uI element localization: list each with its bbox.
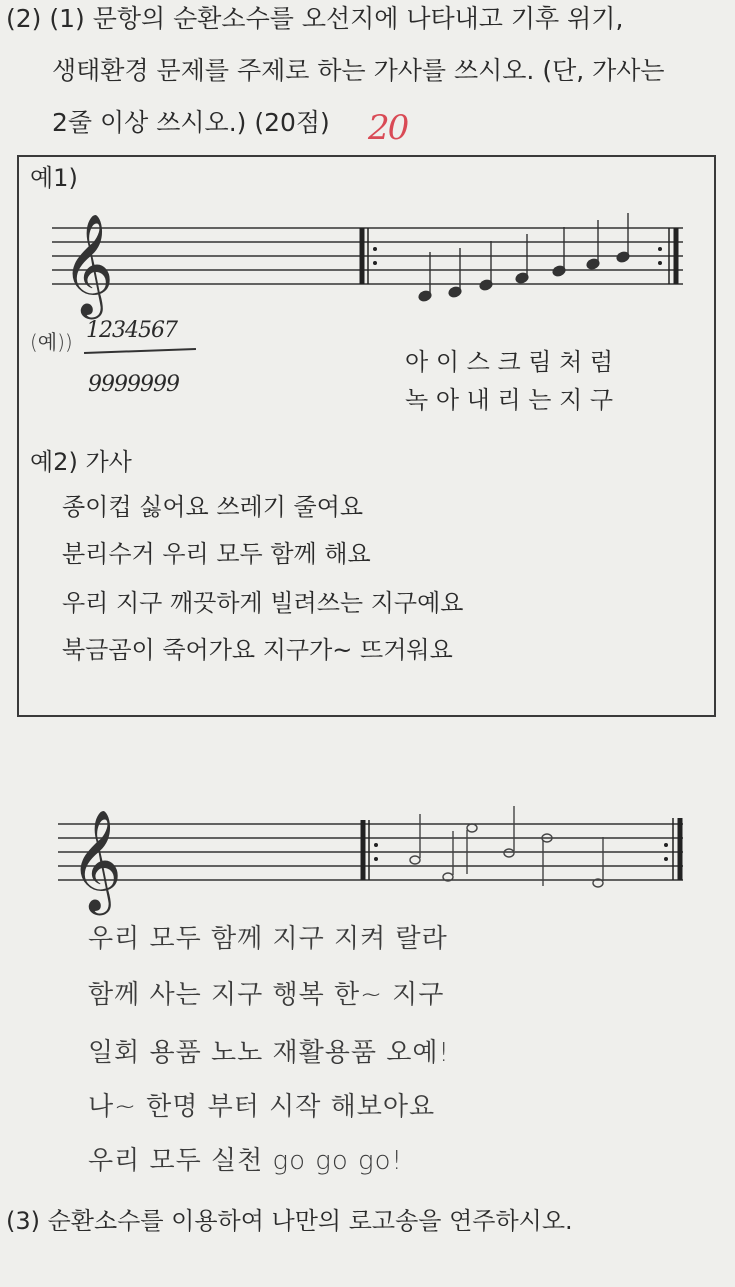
- answer-lyric: 나~ 한명 부터 시작 해보아요: [88, 1092, 436, 1122]
- example-box: [17, 155, 716, 717]
- answer-lyric: 함께 사는 지구 행복 한~ 지구: [88, 980, 445, 1010]
- example-lyric: 분리수거 우리 모두 함께 해요: [62, 540, 371, 568]
- question-2-line-3: 2줄 이상 쓰시오.) (20점): [52, 108, 330, 137]
- svg-text:𝄞: 𝄞: [62, 212, 115, 315]
- example-lyric-line-1: 아 이 스 크 림 처 럼: [405, 348, 614, 376]
- fraction-numerator: 1234567: [86, 318, 177, 343]
- hand-example-label: (예)): [30, 330, 73, 354]
- svg-text:𝄞: 𝄞: [70, 808, 123, 911]
- example-lyric-line-2: 녹 아 내 리 는 지 구: [405, 386, 614, 414]
- question-3: (3) 순환소수를 이용하여 나만의 로고송을 연주하시오.: [6, 1207, 573, 1235]
- answer-lyric: 일회 용품 노노 재활용품 오예!: [88, 1038, 450, 1068]
- example-2-label: 예2) 가사: [30, 448, 132, 476]
- example-lyric: 북금곰이 죽어가요 지구가~ 뜨거워요: [62, 636, 453, 664]
- example-lyric: 종이컵 싫어요 쓰레기 줄여요: [62, 493, 364, 521]
- question-2-line-1: (2) (1) 문항의 순환소수를 오선지에 나타내고 기후 위기,: [6, 4, 624, 33]
- example-1-label: 예1): [30, 164, 78, 192]
- answer-lyric: 우리 모두 함께 지구 지켜 랄라: [88, 924, 448, 954]
- score-mark: 20: [368, 108, 408, 148]
- answer-lyric: 우리 모두 실천 go go go!: [88, 1146, 403, 1176]
- example-lyric: 우리 지구 깨끗하게 빌려쓰는 지구예요: [62, 589, 464, 617]
- fraction-denominator: 9999999: [88, 372, 179, 397]
- question-2-line-2: 생태환경 문제를 주제로 하는 가사를 쓰시오. (단, 가사는: [52, 56, 665, 85]
